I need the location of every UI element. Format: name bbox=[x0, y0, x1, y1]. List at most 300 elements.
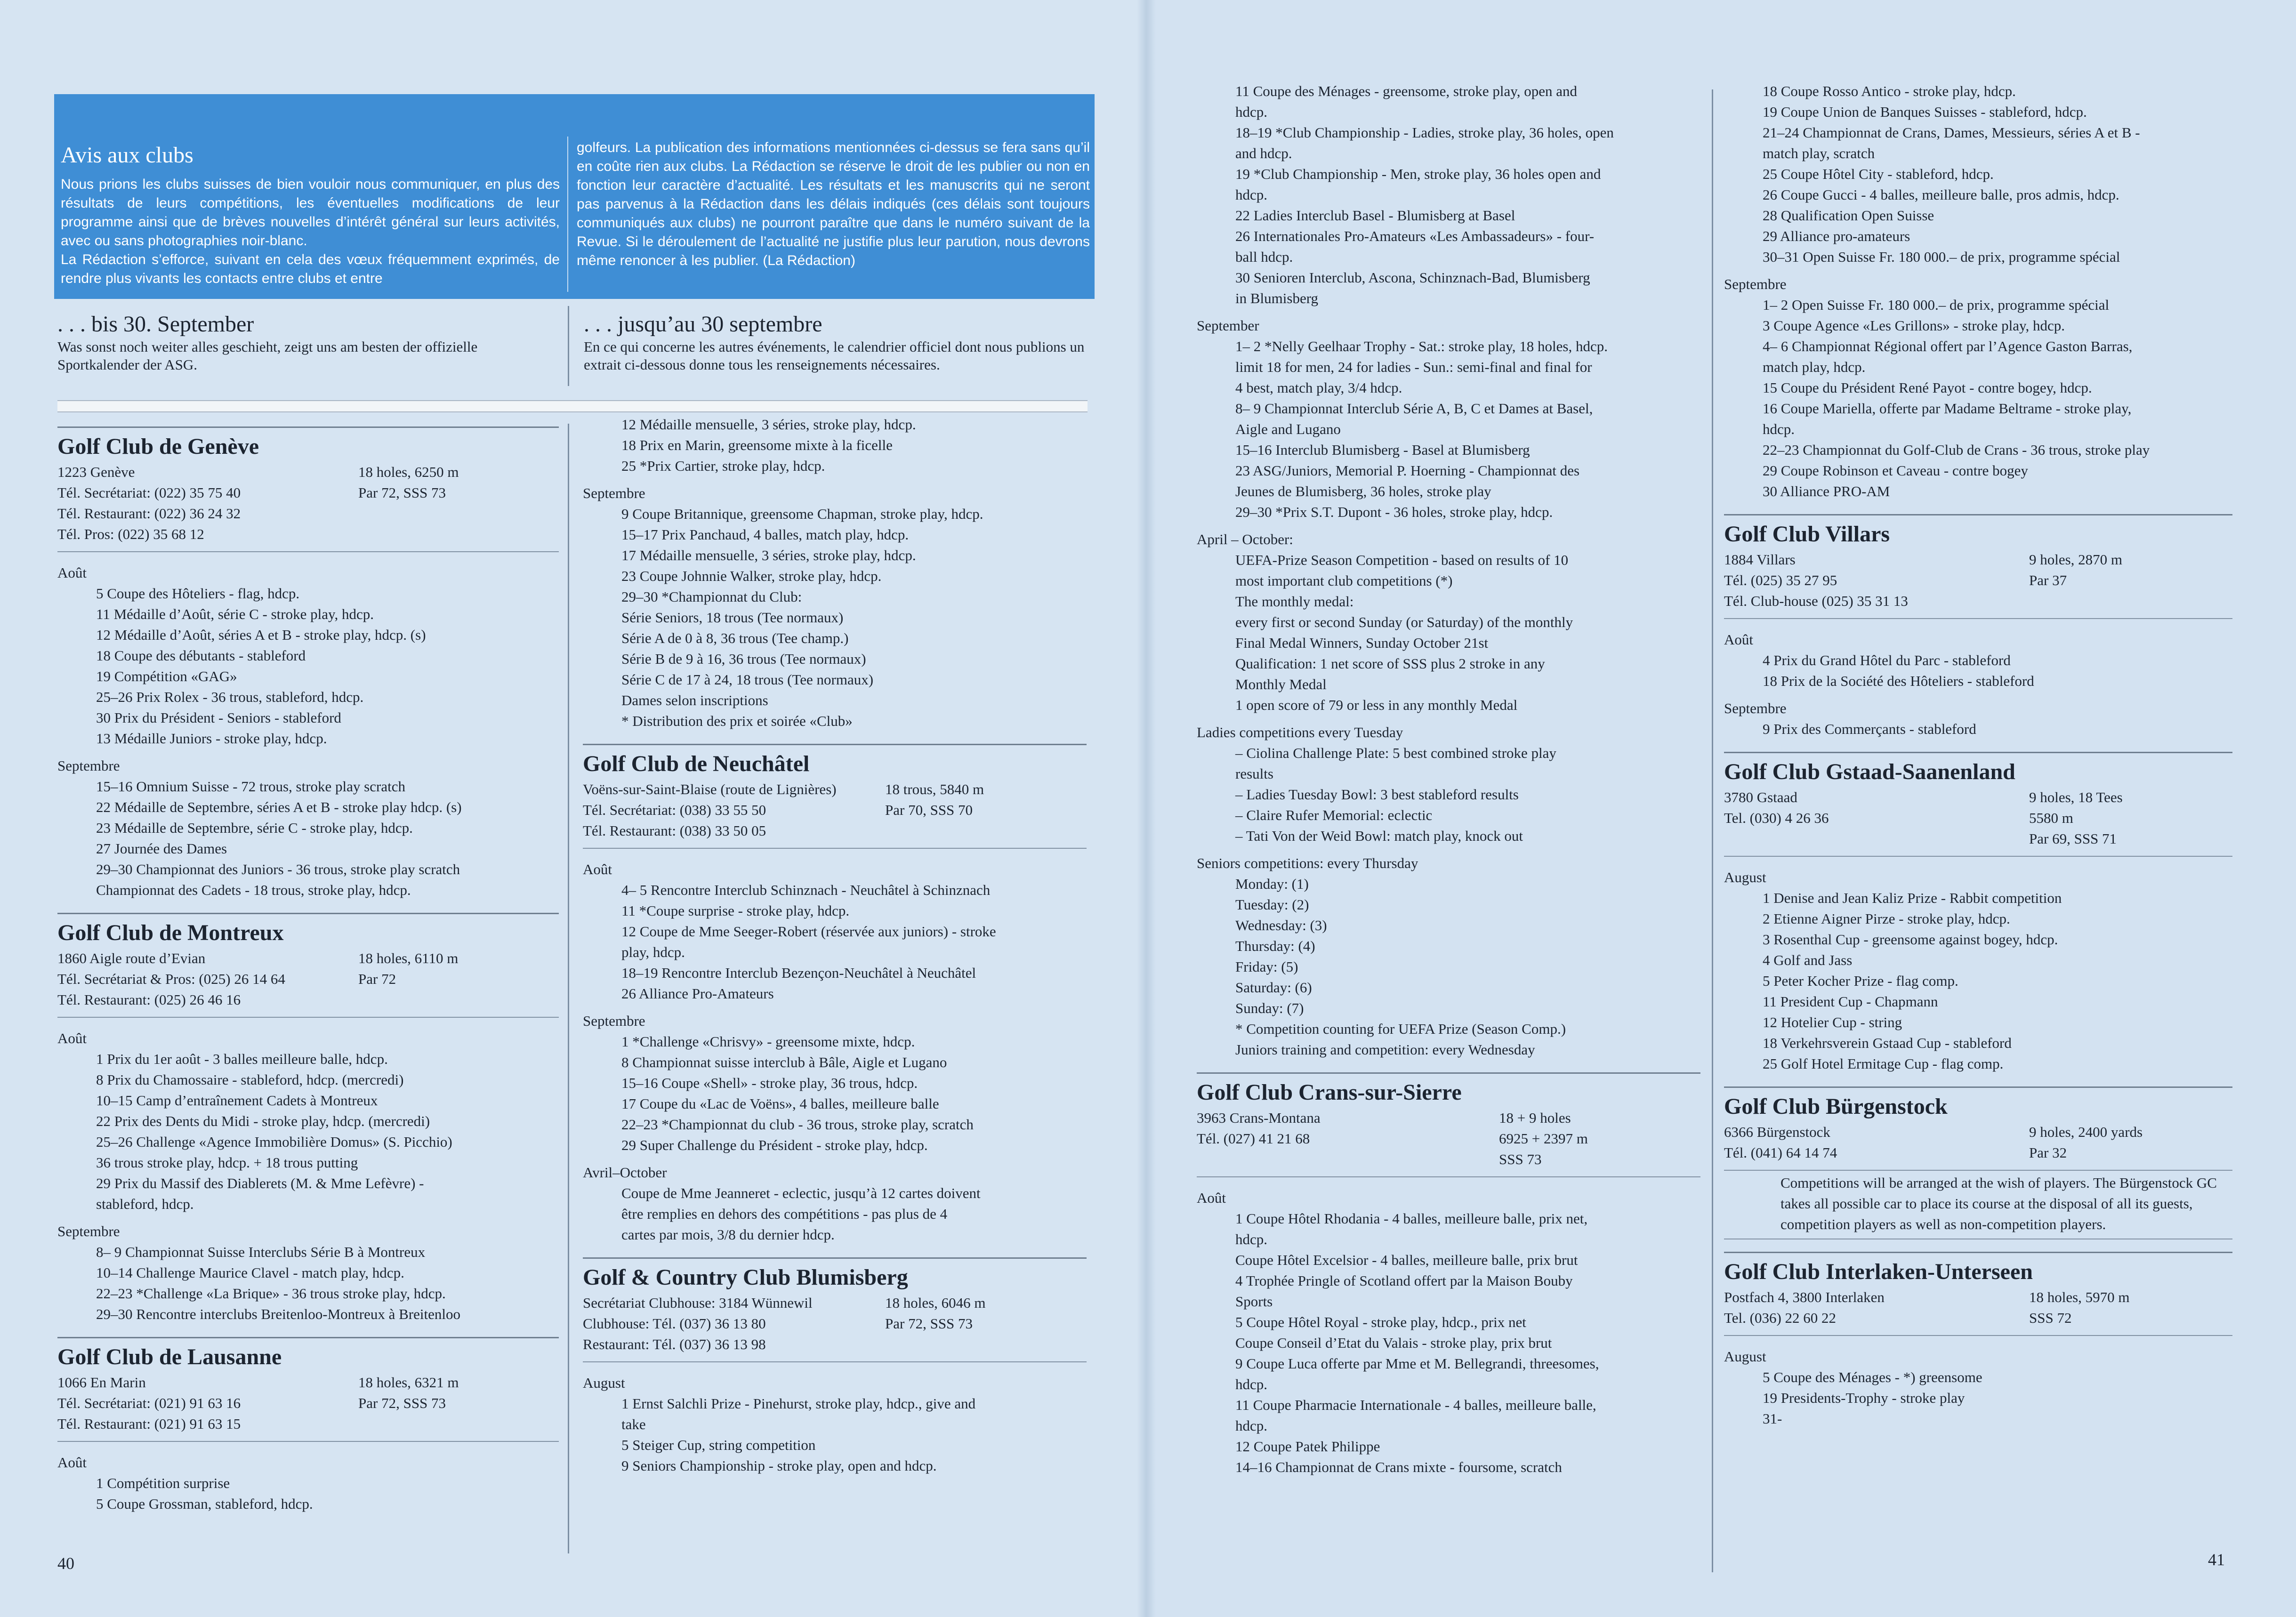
club-name: Golf Club Villars bbox=[1724, 514, 2232, 549]
event-line: 19 *Club Championship - Men, stroke play, 36 holes open and bbox=[1235, 166, 1601, 182]
club-name: Golf Club de Montreux bbox=[57, 913, 559, 948]
event-line: 12 Coupe Patek Philippe bbox=[1235, 1438, 1380, 1455]
event-line: 18 Prix en Marin, greensome mixte à la ficelle bbox=[621, 437, 893, 453]
event-line: 29–30 Championnat des Juniors - 36 trous, stroke play scratch bbox=[96, 861, 460, 877]
event-line: stableford, hdcp. bbox=[96, 1196, 194, 1212]
club-contact: 1860 Aigle route d’Evian bbox=[57, 950, 206, 966]
event-line: 22–23 *Championnat du club - 36 trous, stroke play, scratch bbox=[621, 1116, 974, 1133]
event-line: 15 Coupe du Président René Payot - contre bogey, hdcp. bbox=[1763, 379, 2092, 396]
club-contact: Secrétariat Clubhouse: 3184 Wünnewil bbox=[583, 1295, 813, 1311]
event-line: 19 Presidents-Trophy - stroke play bbox=[1763, 1390, 1965, 1406]
event-line: 9 Prix des Commerçants - stableford bbox=[1763, 721, 1976, 737]
club-course: Par 69, SSS 71 bbox=[2029, 830, 2117, 847]
club-block bbox=[1724, 1252, 2232, 1429]
event-line: Saturday: (6) bbox=[1235, 979, 1312, 996]
club-block bbox=[1724, 752, 2232, 1074]
event-line: 12 Coupe de Mme Seeger-Robert (réservée aux juniors) - stroke bbox=[621, 923, 996, 940]
club-contact: Tél. Restaurant: (025) 26 46 16 bbox=[57, 991, 241, 1008]
event-line: 36 trous stroke play, hdcp. + 18 trous putting bbox=[96, 1154, 358, 1171]
event-line: 10–15 Camp d’entraînement Cadets à Montreux bbox=[96, 1092, 378, 1109]
club-block bbox=[1724, 514, 2232, 740]
event-line: 3 Coupe Agence «Les Grillons» - stroke play, hdcp. bbox=[1763, 317, 2065, 334]
event-line: 15–16 Omnium Suisse - 72 trous, stroke play scratch bbox=[96, 778, 405, 795]
event-line: – Claire Rufer Memorial: eclectic bbox=[1235, 807, 1433, 823]
event-line: 31- bbox=[1763, 1410, 1782, 1427]
club-contact bbox=[1724, 829, 2029, 849]
club-info-row bbox=[1724, 1287, 2232, 1308]
event-line: take bbox=[621, 1416, 646, 1432]
event-line: Coupe Hôtel Excelsior - 4 balles, meilleure balle, prix brut bbox=[1235, 1252, 1578, 1268]
event-line: hdcp. bbox=[1235, 104, 1268, 120]
club-course: 18 holes, 6046 m bbox=[885, 1295, 986, 1311]
club-info-row bbox=[1197, 1149, 1700, 1170]
event-line: 29 Prix du Massif des Diablerets (M. & Mme Lefèvre) - bbox=[96, 1175, 424, 1191]
club-info-row bbox=[583, 1313, 1087, 1334]
event-line: 23 Médaille de Septembre, série C - stroke play, hdcp. bbox=[96, 820, 413, 836]
club-schedule bbox=[1724, 856, 2232, 1074]
club-schedule bbox=[1724, 618, 2232, 740]
event-line: hdcp. bbox=[1235, 1417, 1268, 1434]
club-info-row bbox=[57, 483, 559, 503]
event-line: 4– 6 Championnat Régional offert par l’Agence Gaston Barras, bbox=[1763, 338, 2133, 354]
event-line: 13 Médaille Juniors - stroke play, hdcp. bbox=[96, 730, 327, 747]
club-info-row bbox=[1724, 829, 2232, 849]
club-name: Golf & Country Club Blumisberg bbox=[583, 1257, 1087, 1293]
event-line: 28 Qualification Open Suisse bbox=[1763, 207, 1934, 224]
club-contact: Tél. (025) 35 27 95 bbox=[1724, 572, 1837, 588]
club-course: 18 holes, 6110 m bbox=[358, 950, 459, 966]
club-name: Golf Club Bürgenstock bbox=[1724, 1086, 2232, 1122]
event-line: 5 Steiger Cup, string competition bbox=[621, 1437, 816, 1453]
column-1 bbox=[57, 414, 559, 1514]
club-course: 18 holes, 5970 m bbox=[2029, 1289, 2130, 1305]
deadline-french-text: En ce qui concerne les autres événements, le calendrier officiel dont nous publions un extrait ci-dessous donne tous les renseignements nécessaires. bbox=[584, 338, 1085, 373]
club-contact: Tél. Restaurant: (021) 91 63 15 bbox=[57, 1416, 241, 1432]
column-4 bbox=[1724, 81, 2232, 1429]
month-heading: August bbox=[1724, 1348, 1766, 1365]
event-line: 16 Coupe Mariella, offerte par Madame Beltrame - stroke play, bbox=[1763, 400, 2132, 417]
event-line: 9 Seniors Championship - stroke play, open and hdcp. bbox=[621, 1457, 937, 1474]
event-line: Sports bbox=[1235, 1293, 1273, 1310]
club-schedule bbox=[57, 1017, 559, 1325]
event-line: hdcp. bbox=[1235, 1376, 1268, 1392]
page-number-left: 40 bbox=[57, 1554, 74, 1573]
club-course: Par 37 bbox=[2029, 572, 2067, 588]
club-contact bbox=[1197, 1149, 1499, 1170]
event-line: 19 Compétition «GAG» bbox=[96, 668, 237, 684]
event-line: 22 Prix des Dents du Midi - stroke play, hdcp. (mercredi) bbox=[96, 1113, 430, 1129]
event-line: 4 best, match play, 3/4 hdcp. bbox=[1235, 379, 1402, 396]
event-line: Thursday: (4) bbox=[1235, 938, 1315, 954]
club-contact: 1066 En Marin bbox=[57, 1374, 146, 1391]
month-heading: August bbox=[1724, 869, 1766, 885]
event-line: in Blumisberg bbox=[1235, 290, 1318, 306]
event-line: Wednesday: (3) bbox=[1235, 917, 1327, 933]
club-block bbox=[57, 913, 559, 1325]
month-heading: Août bbox=[57, 1454, 87, 1471]
club-contact: 1884 Villars bbox=[1724, 551, 1796, 568]
month-heading: Août bbox=[583, 861, 612, 877]
event-line: 22–23 *Challenge «La Brique» - 36 trous stroke play, hdcp. bbox=[96, 1285, 446, 1302]
event-line: 18 Coupe des débutants - stableford bbox=[96, 647, 306, 664]
event-line: 1 Prix du 1er août - 3 balles meilleure balle, hdcp. bbox=[96, 1051, 388, 1067]
club-course: Par 72, SSS 73 bbox=[358, 1395, 446, 1411]
club-info-row bbox=[1724, 591, 2232, 611]
event-line: 5 Coupe des Hôteliers - flag, hdcp. bbox=[96, 585, 300, 602]
event-line: 25–26 Prix Rolex - 36 trous, stableford, hdcp. bbox=[96, 689, 364, 705]
event-line: 1– 2 *Nelly Geelhaar Trophy - Sat.: stroke play, 18 holes, hdcp. bbox=[1235, 338, 1608, 354]
event-line: 27 Journée des Dames bbox=[96, 840, 227, 857]
month-heading: September bbox=[1197, 317, 1259, 334]
event-line: 8– 9 Championnat Interclub Série A, B, C et Dames at Basel, bbox=[1235, 400, 1593, 417]
club-contact: 3780 Gstaad bbox=[1724, 789, 1797, 805]
event-line: Série C de 17 à 24, 18 trous (Tee normaux) bbox=[621, 671, 874, 688]
club-block bbox=[583, 744, 1087, 1245]
event-line: 22–23 Championnat du Golf-Club de Crans - 36 trous, stroke play bbox=[1763, 442, 2150, 458]
column-divider-right bbox=[1712, 89, 1713, 1572]
event-line: Monthly Medal bbox=[1235, 676, 1327, 692]
club-contact: Tel. (030) 4 26 36 bbox=[1724, 810, 1829, 826]
club-course bbox=[2029, 591, 2232, 611]
club-contact: Tél. Restaurant: (022) 36 24 32 bbox=[57, 505, 241, 522]
event-line: 18–19 Rencontre Interclub Bezençon-Neuchâtel à Neuchâtel bbox=[621, 965, 976, 981]
club-contact: Tél. Secrétariat: (022) 35 75 40 bbox=[57, 484, 241, 501]
event-line: 5 Coupe Hôtel Royal - stroke play, hdcp., prix net bbox=[1235, 1314, 1526, 1330]
event-line: match play, hdcp. bbox=[1763, 359, 1866, 375]
club-info-row bbox=[57, 1414, 559, 1434]
club-info-row bbox=[1197, 1128, 1700, 1149]
event-line: 30 Senioren Interclub, Ascona, Schinznach-Bad, Blumisberg bbox=[1235, 269, 1590, 286]
column-3 bbox=[1197, 81, 1700, 1478]
month-heading: August bbox=[583, 1375, 625, 1391]
club-course: 9 holes, 2400 yards bbox=[2029, 1124, 2143, 1140]
event-line: 21–24 Championnat de Crans, Dames, Messieurs, séries A et B - bbox=[1763, 124, 2140, 141]
event-line: 29 Alliance pro-amateurs bbox=[1763, 228, 1910, 244]
club-schedule bbox=[583, 1361, 1087, 1476]
notice-title: Avis aux clubs bbox=[61, 143, 193, 168]
club-info-row bbox=[57, 990, 559, 1010]
event-line: 26 Internationales Pro-Amateurs «Les Ambassadeurs» - four- bbox=[1235, 228, 1595, 244]
club-course: 5580 m bbox=[2029, 810, 2073, 826]
club-contact: 6366 Bürgenstock bbox=[1724, 1124, 1830, 1140]
club-contact: Postfach 4, 3800 Interlaken bbox=[1724, 1289, 1885, 1305]
horizontal-rule bbox=[57, 400, 1088, 412]
club-schedule bbox=[57, 1441, 559, 1514]
club-contact: Tél. Club-house (025) 35 31 13 bbox=[1724, 593, 1908, 609]
club-schedule bbox=[583, 848, 1087, 1245]
club-contact: Clubhouse: Tél. (037) 36 13 80 bbox=[583, 1315, 766, 1332]
club-info-row bbox=[583, 800, 1087, 821]
page-gutter bbox=[1137, 0, 1156, 1617]
club-name: Golf Club de Genève bbox=[57, 426, 559, 462]
club-contact: Tél. Secrétariat: (021) 91 63 16 bbox=[57, 1395, 241, 1411]
column-2 bbox=[583, 414, 1087, 1476]
deadline-french bbox=[584, 311, 1088, 374]
event-line: * Competition counting for UEFA Prize (Season Comp.) bbox=[1235, 1021, 1566, 1037]
club-contact: Tél. Pros: (022) 35 68 12 bbox=[57, 526, 204, 542]
event-line: 9 Coupe Britannique, greensome Chapman, stroke play, hdcp. bbox=[621, 506, 983, 522]
event-line: 8 Championnat suisse interclub à Bâle, Aigle et Lugano bbox=[621, 1054, 947, 1070]
event-line: 11 Coupe Pharmacie Internationale - 4 balles, meilleure balle, bbox=[1235, 1397, 1596, 1413]
club-name: Golf Club de Neuchâtel bbox=[583, 744, 1087, 779]
club-course: Par 32 bbox=[2029, 1144, 2067, 1161]
club-course: 9 holes, 2870 m bbox=[2029, 551, 2123, 568]
month-heading: Septembre bbox=[583, 485, 645, 501]
club-block bbox=[1724, 1086, 2232, 1239]
club-course: Par 72, SSS 73 bbox=[358, 484, 446, 501]
month-heading: Août bbox=[1197, 1190, 1226, 1206]
event-line: 26 Coupe Gucci - 4 balles, meilleure balle, pros admis, hdcp. bbox=[1763, 186, 2119, 203]
event-line: 1 open score of 79 or less in any monthly Medal bbox=[1235, 697, 1518, 713]
event-line: 10–14 Challenge Maurice Clavel - match play, hdcp. bbox=[96, 1264, 404, 1281]
event-line: 5 Coupe Grossman, stableford, hdcp. bbox=[96, 1496, 313, 1512]
event-line: 3 Rosenthal Cup - greensome against bogey, hdcp. bbox=[1763, 931, 2058, 948]
event-line: Final Medal Winners, Sunday October 21st bbox=[1235, 635, 1489, 651]
club-block bbox=[57, 1337, 559, 1514]
event-line: The monthly medal: bbox=[1235, 593, 1354, 610]
event-line: 1 Compétition surprise bbox=[96, 1475, 230, 1491]
event-line: 4– 5 Rencontre Interclub Schinznach - Neuchâtel à Schinznach bbox=[621, 882, 991, 898]
club-info-row bbox=[57, 1372, 559, 1393]
club-note: Competitions will be arranged at the wish of players. The Bürgenstock GC takes all possible car to place its course at the disposal of all its guests, competition players as well as non-competition players. bbox=[1724, 1170, 2232, 1239]
column-divider-left bbox=[568, 424, 569, 1553]
event-line: 12 Hotelier Cup - string bbox=[1763, 1014, 1902, 1030]
club-name: Golf Club Crans-sur-Sierre bbox=[1197, 1072, 1700, 1108]
club-name: Golf Club Gstaad-Saanenland bbox=[1724, 752, 2232, 787]
event-line: 4 Golf and Jass bbox=[1763, 952, 1853, 968]
club-info-row bbox=[57, 1393, 559, 1414]
club-schedule bbox=[1724, 1335, 2232, 1429]
club-contact: 3963 Crans-Montana bbox=[1197, 1110, 1321, 1126]
event-line: 11 President Cup - Chapmann bbox=[1763, 993, 1938, 1010]
club-info-row bbox=[1724, 1308, 2232, 1328]
club-contact: Restaurant: Tél. (037) 36 13 98 bbox=[583, 1336, 766, 1352]
event-line: Sunday: (7) bbox=[1235, 1000, 1304, 1016]
event-line: 18 Coupe Rosso Antico - stroke play, hdcp. bbox=[1763, 83, 2016, 99]
month-heading: Août bbox=[57, 564, 87, 581]
club-contact: Tél. (041) 64 14 74 bbox=[1724, 1144, 1837, 1161]
club-info-row bbox=[1724, 570, 2232, 591]
event-line: – Ladies Tuesday Bowl: 3 best stableford results bbox=[1235, 786, 1519, 803]
event-line: 8– 9 Championnat Suisse Interclubs Série B à Montreux bbox=[96, 1244, 426, 1260]
event-line: 18 Prix de la Société des Hôteliers - stableford bbox=[1763, 673, 2034, 689]
event-line: 18 Verkehrsverein Gstaad Cup - stableford bbox=[1763, 1035, 2012, 1051]
event-line: Tuesday: (2) bbox=[1235, 896, 1309, 913]
event-line: 25 Coupe Hôtel City - stableford, hdcp. bbox=[1763, 166, 1994, 182]
event-line: 12 Médaille mensuelle, 3 séries, stroke play, hdcp. bbox=[621, 416, 916, 433]
club-course: 18 holes, 6321 m bbox=[358, 1374, 459, 1391]
notice-text-col2: golfeurs. La publication des informations mentionnées ci-dessus se fera sans qu’il en coûte rien aux clubs. La Rédaction se réserve le droit de les publier ou non en fonction leur caractère d’actualité. Les résultats et les manuscrits qui ne seront pas parvenus à la Rédaction dans les délais indiqués (ces délais sont toujours communiqués aux clubs) ne pourront paraître que dans le numéro suivant de la Revue. Si le déroulement de l’actualité ne justifie plus leur parution, nous devrons même renoncer à les publier. (La Rédaction) bbox=[577, 140, 1090, 268]
event-line: 5 Peter Kocher Prize - flag comp. bbox=[1763, 973, 1958, 989]
club-course bbox=[358, 524, 559, 545]
event-line: 22 Médaille de Septembre, séries A et B - stroke play hdcp. (s) bbox=[96, 799, 462, 815]
month-heading: Septembre bbox=[1724, 700, 1787, 716]
club-block bbox=[57, 426, 559, 901]
event-line: 12 Médaille d’Août, séries A et B - stroke play, hdcp. (s) bbox=[96, 627, 426, 643]
club-course: SSS 73 bbox=[1499, 1151, 1542, 1167]
month-heading: Septembre bbox=[1724, 276, 1787, 292]
month-heading: Avril–October bbox=[583, 1164, 667, 1181]
page-number-right: 41 bbox=[2208, 1550, 2225, 1569]
event-line: and hdcp. bbox=[1235, 145, 1292, 161]
event-line: 25 Golf Hotel Ermitage Cup - flag comp. bbox=[1763, 1055, 2004, 1072]
event-line: 29 Coupe Robinson et Caveau - contre bogey bbox=[1763, 462, 2028, 479]
month-heading: Septembre bbox=[57, 757, 120, 774]
event-line: 15–16 Interclub Blumisberg - Basel at Blumisberg bbox=[1235, 442, 1530, 458]
event-line: 30 Alliance PRO-AM bbox=[1763, 483, 1890, 499]
club-info-row bbox=[583, 779, 1087, 800]
event-line: 14–16 Championnat de Crans mixte - foursome, scratch bbox=[1235, 1459, 1562, 1475]
event-line: most important club competitions (*) bbox=[1235, 572, 1453, 589]
deadline-german-title: . . . bis 30. September bbox=[57, 312, 254, 337]
event-line: Monday: (1) bbox=[1235, 876, 1309, 892]
event-line: – Tati Von der Weid Bowl: match play, knock out bbox=[1235, 828, 1523, 844]
event-line: 23 Coupe Johnnie Walker, stroke play, hdcp. bbox=[621, 568, 882, 584]
club-info-row bbox=[1724, 1122, 2232, 1142]
club-course: Par 70, SSS 70 bbox=[885, 802, 973, 818]
deadline-german-text: Was sonst noch weiter alles geschieht, zeigt uns am besten der offizielle Sportkalender der ASG. bbox=[57, 338, 478, 373]
club-contact: Voëns-sur-Saint-Blaise (route de Lignières) bbox=[583, 781, 837, 797]
event-line: 26 Alliance Pro-Amateurs bbox=[621, 985, 774, 1002]
event-line: Juniors training and competition: every Wednesday bbox=[1235, 1041, 1535, 1058]
event-line: 23 ASG/Juniors, Memorial P. Hoerning - Championnat des bbox=[1235, 462, 1580, 479]
event-line: match play, scratch bbox=[1763, 145, 1875, 161]
event-line: 17 Médaille mensuelle, 3 séries, stroke play, hdcp. bbox=[621, 547, 916, 563]
event-line: every first or second Sunday (or Saturday) of the monthly bbox=[1235, 614, 1573, 630]
club-name: Golf Club Interlaken-Unterseen bbox=[1724, 1252, 2232, 1287]
event-line: Série A de 0 à 8, 36 trous (Tee champ.) bbox=[621, 630, 849, 646]
event-line: 4 Trophée Pringle of Scotland offert par la Maison Bouby bbox=[1235, 1272, 1573, 1289]
club-contact: Tél. (027) 41 21 68 bbox=[1197, 1130, 1310, 1147]
event-line: être remplies en dehors des compétitions - pas plus de 4 bbox=[621, 1206, 948, 1222]
event-line: 5 Coupe des Ménages - *) greensome bbox=[1763, 1369, 1982, 1385]
event-line: 1– 2 Open Suisse Fr. 180 000.– de prix, programme spécial bbox=[1763, 297, 2110, 313]
event-line: Série Seniors, 18 trous (Tee normaux) bbox=[621, 609, 844, 626]
notice-divider bbox=[567, 137, 568, 292]
event-line: UEFA-Prize Season Competition - based on results of 10 bbox=[1235, 552, 1569, 568]
club-course bbox=[358, 990, 559, 1010]
month-heading: April – October: bbox=[1197, 531, 1293, 547]
club-course: 18 + 9 holes bbox=[1499, 1110, 1571, 1126]
event-line: 11 Médaille d’Août, série C - stroke play, hdcp. bbox=[96, 606, 374, 622]
event-line: ball hdcp. bbox=[1235, 249, 1293, 265]
event-line: 8 Prix du Chamossaire - stableford, hdcp. (mercredi) bbox=[96, 1071, 404, 1088]
club-course bbox=[885, 821, 1087, 841]
club-course bbox=[358, 1414, 559, 1434]
event-line: 18–19 *Club Championship - Ladies, stroke play, 36 holes, open bbox=[1235, 124, 1614, 141]
month-heading: Septembre bbox=[57, 1223, 120, 1239]
event-line: 29–30 *Championnat du Club: bbox=[621, 588, 802, 605]
club-contact: Tel. (036) 22 60 22 bbox=[1724, 1310, 1837, 1326]
event-line: 22 Ladies Interclub Basel - Blumisberg at Basel bbox=[1235, 207, 1515, 224]
event-line: 30–31 Open Suisse Fr. 180 000.– de prix, programme spécial bbox=[1763, 249, 2120, 265]
event-line: 11 *Coupe surprise - stroke play, hdcp. bbox=[621, 902, 850, 919]
event-line: hdcp. bbox=[1763, 421, 1795, 437]
event-line: Friday: (5) bbox=[1235, 958, 1298, 975]
club-info-row bbox=[1724, 787, 2232, 808]
club-course: 6925 + 2397 m bbox=[1499, 1130, 1588, 1147]
event-line: * Distribution des prix et soirée «Club» bbox=[621, 713, 853, 729]
club-course: 18 trous, 5840 m bbox=[885, 781, 984, 797]
club-info-row bbox=[57, 503, 559, 524]
event-line: Coupe de Mme Jeanneret - eclectic, jusqu’à 12 cartes doivent bbox=[621, 1185, 981, 1201]
club-course bbox=[885, 1334, 1087, 1355]
event-line: 17 Coupe du «Lac de Voëns», 4 balles, meilleure balle bbox=[621, 1095, 939, 1112]
event-line: 15–17 Prix Panchaud, 4 balles, match play, hdcp. bbox=[621, 526, 909, 543]
club-block bbox=[1197, 1072, 1700, 1478]
month-heading: Ladies competitions every Tuesday bbox=[1197, 724, 1403, 740]
event-line: 30 Prix du Président - Seniors - stableford bbox=[96, 709, 341, 726]
event-line: 29–30 *Prix S.T. Dupont - 36 holes, stroke play, hdcp. bbox=[1235, 504, 1553, 520]
club-info-row bbox=[1724, 1142, 2232, 1163]
event-line: 29–30 Rencontre interclubs Breitenloo-Montreux à Breitenloo bbox=[96, 1306, 460, 1322]
event-line: 15–16 Coupe «Shell» - stroke play, 36 trous, hdcp. bbox=[621, 1075, 918, 1091]
deadline-french-title: . . . jusqu’au 30 septembre bbox=[584, 312, 822, 337]
event-line: 1 Coupe Hôtel Rhodania - 4 balles, meilleure balle, prix net, bbox=[1235, 1210, 1588, 1227]
club-schedule bbox=[1197, 1176, 1700, 1478]
deadline-divider bbox=[568, 306, 569, 386]
notice-text-col1: Nous prions les clubs suisses de bien vouloir nous communiquer, en plus des résultats de leurs compétitions, les éventuelles modifications de leur programme ainsi que de brèves nouvelles d’intérêt général sur leurs activités, avec ou sans photographies noir-blanc. La Rédaction s’efforce, suivant en cela des vœux fréquemment exprimés, de rendre plus vivants les contacts entre clubs et entre bbox=[61, 177, 560, 286]
club-info-row bbox=[1724, 549, 2232, 570]
club-info-row bbox=[57, 948, 559, 969]
event-line: hdcp. bbox=[1235, 186, 1268, 203]
event-line: 19 Coupe Union de Banques Suisses - stableford, hdcp. bbox=[1763, 104, 2087, 120]
club-name: Golf Club de Lausanne bbox=[57, 1337, 559, 1372]
club-contact: Tél. Restaurant: (038) 33 50 05 bbox=[583, 822, 766, 839]
event-line: 4 Prix du Grand Hôtel du Parc - stableford bbox=[1763, 652, 2011, 668]
event-line: 11 Coupe des Ménages - greensome, stroke play, open and bbox=[1235, 83, 1578, 99]
club-contact: Tél. Secrétariat & Pros: (025) 26 14 64 bbox=[57, 971, 285, 987]
event-line: 1 Denise and Jean Kaliz Prize - Rabbit competition bbox=[1763, 890, 2062, 906]
club-info-row bbox=[583, 821, 1087, 841]
event-line: Qualification: 1 net score of SSS plus 2 stroke in any bbox=[1235, 655, 1545, 672]
club-course: Par 72 bbox=[358, 971, 396, 987]
club-info-row bbox=[1197, 1108, 1700, 1128]
club-course: SSS 72 bbox=[2029, 1310, 2072, 1326]
event-line: 29 Super Challenge du Président - stroke play, hdcp. bbox=[621, 1137, 928, 1153]
event-line: Série B de 9 à 16, 36 trous (Tee normaux) bbox=[621, 651, 866, 667]
club-block bbox=[583, 1257, 1087, 1476]
event-line: 1 Ernst Salchli Prize - Pinehurst, stroke play, hdcp., give and bbox=[621, 1395, 976, 1412]
club-course bbox=[358, 503, 559, 524]
month-heading: Août bbox=[1724, 631, 1753, 648]
event-line: cartes par mois, 3/8 du dernier hdcp. bbox=[621, 1226, 835, 1243]
club-info-row bbox=[57, 524, 559, 545]
notice-box bbox=[54, 94, 1095, 299]
club-contact: Tél. Secrétariat: (038) 33 55 50 bbox=[583, 802, 766, 818]
event-line: limit 18 for men, 24 for ladies - Sun.: semi-final and final for bbox=[1235, 359, 1592, 375]
event-line: play, hdcp. bbox=[621, 944, 685, 960]
club-info-row bbox=[583, 1293, 1087, 1313]
event-line: Championnat des Cadets - 18 trous, stroke play, hdcp. bbox=[96, 882, 411, 898]
club-course: Par 72, SSS 73 bbox=[885, 1315, 973, 1332]
event-line: Coupe Conseil d’Etat du Valais - stroke play, prix brut bbox=[1235, 1335, 1552, 1351]
deadline-german bbox=[57, 311, 556, 374]
event-line: 2 Etienne Aigner Pirze - stroke play, hdcp. bbox=[1763, 910, 2010, 927]
club-info-row bbox=[57, 462, 559, 483]
event-line: 1 *Challenge «Chrisvy» - greensome mixte, hdcp. bbox=[621, 1033, 915, 1050]
event-line: – Ciolina Challenge Plate: 5 best combined stroke play bbox=[1235, 745, 1556, 761]
event-line: 25 *Prix Cartier, stroke play, hdcp. bbox=[621, 458, 825, 474]
event-line: 25–26 Challenge «Agence Immobilière Domus» (S. Picchio) bbox=[96, 1134, 452, 1150]
club-course: 9 holes, 18 Tees bbox=[2029, 789, 2123, 805]
month-heading: Septembre bbox=[583, 1013, 645, 1029]
event-line: hdcp. bbox=[1235, 1231, 1268, 1247]
month-heading: Août bbox=[57, 1030, 87, 1046]
club-info-row bbox=[57, 969, 559, 990]
event-line: Aigle and Lugano bbox=[1235, 421, 1341, 437]
event-line: 9 Coupe Luca offerte par Mme et M. Bellegrandi, threesomes, bbox=[1235, 1355, 1599, 1372]
